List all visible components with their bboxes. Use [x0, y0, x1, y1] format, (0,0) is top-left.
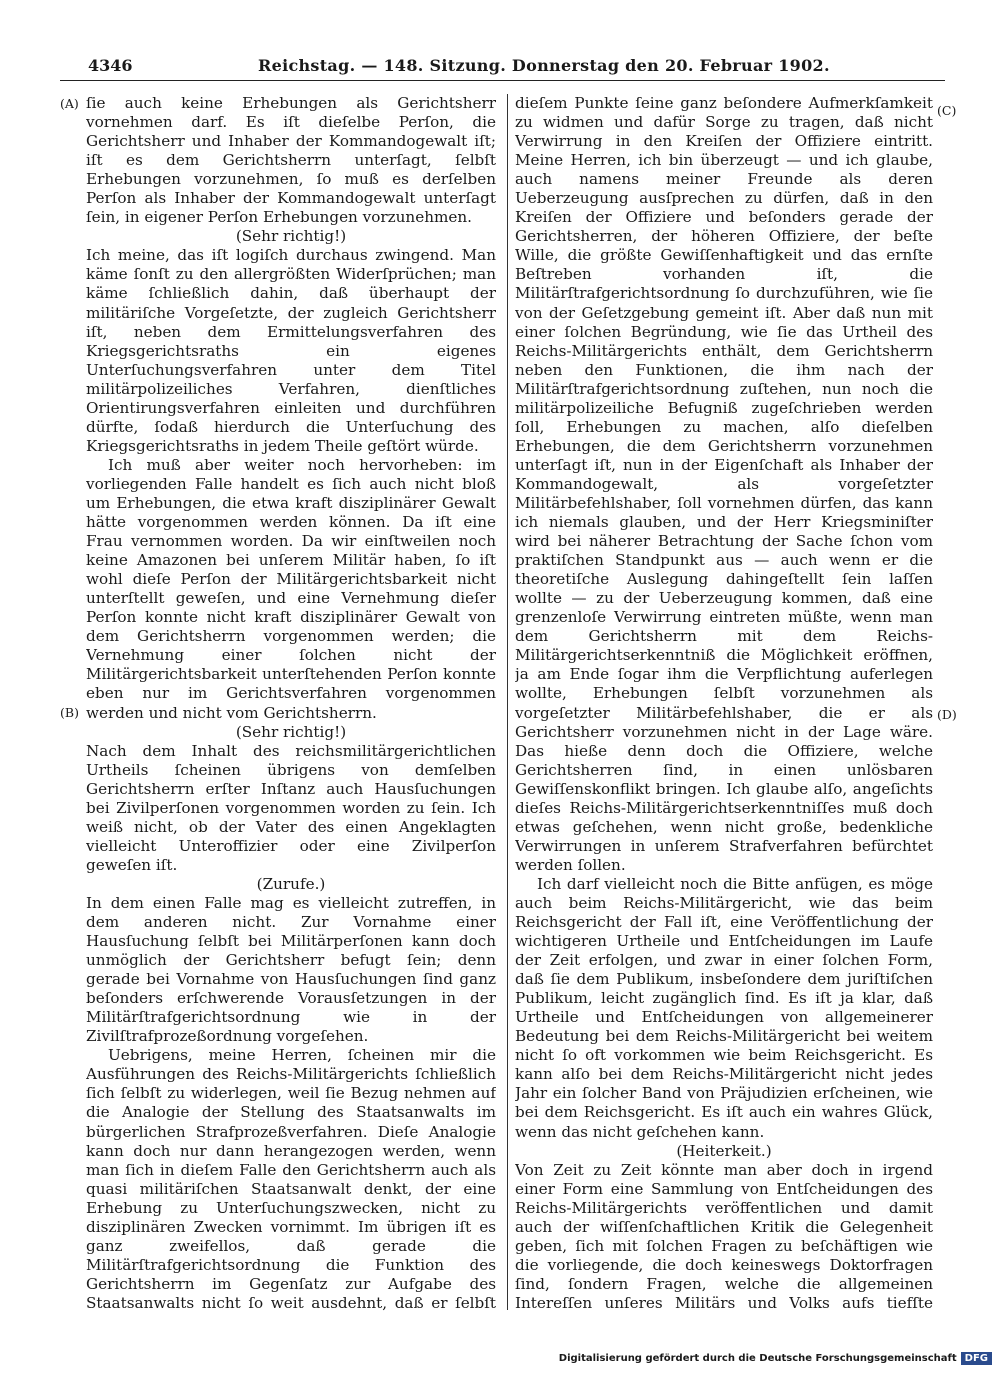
- footer-credit: Digitalisierung gefördert durch die Deutsche Forschungsgemeinschaft: [558, 1352, 957, 1364]
- left-column: [86, 94, 496, 1314]
- paragraph: Ich muß aber weiter noch hervorheben: im vorliegenden Falle handelt es ſich auch nicht bloß um Erhebungen, die etwa kraft disziplinärer Gewalt hätte vorgenommen werden können. Da iſt eine Frau vernommen worden. Da wir einſtweilen noch keine Amazonen bei unſerem Militär haben, ſo iſt wohl dieſe Perſon der Militärgerichtsbarkeit nicht unterſtellt geweſen, und eine Vernehmung dieſer Perſon konnte nicht kraft disziplinärer Gewalt von dem Gerichtsherrn vorgenommen werden; die Vernehmung einer ſolchen nicht der Militärgerichtsbarkeit unterſtehenden Perſon konnte eben nur im Gerichtsverfahren vorgenommen werden und nicht vom Gerichtsherrn.: [86, 455, 496, 722]
- paragraph: Uebrigens, meine Herren, ſcheinen mir die Ausführungen des Reichs-Militärgerichts ſchließlich ſich ſelbſt zu widerlegen, weil ſie Bezug nehmen auf die Analogie der Stellung des Staatsanwalts im bürgerlichen Strafprozeßverfahren. Dieſe Analogie kann doch nur dann herangezogen werden, wenn man ſich in dieſem Falle den Gerichtsherrn auch als quasi militäriſchen Staatsanwalt denkt, der eine Erhebung zu Unterſuchungszwecken, nicht zu disziplinären Zwecken vornimmt. Im übrigen iſt es ganz zweifellos, daß gerade die Militärſtrafgerichtsordnung die Funktion des Gerichtsherrn im Gegenſatz zur Aufgabe des Staatsanwalts nicht ſo weit ausdehnt, daß er ſelbſt: [86, 1046, 496, 1312]
- interjection: (Heiterkeit.): [676, 1141, 772, 1160]
- header-rule: [60, 80, 945, 81]
- paragraph: ſie auch keine Erhebungen als Gerichtsherr vornehmen darf. Es iſt dieſelbe Perſon, die Gerichtsherr und Inhaber der Kommandogewalt iſt; iſt es dem Gerichtsherrn unterſagt, ſelbſt Erhebungen vorzunehmen, ſo muß es derſelben Perſon als Inhaber der Kommandogewalt unterſagt ſein, in eigener Perſon Erhebungen vorzunehmen.: [86, 94, 496, 227]
- interjection: (Zurufe.): [256, 874, 326, 893]
- footer: [559, 1349, 992, 1367]
- column-divider: [507, 94, 508, 1310]
- interjection: (Sehr richtig!): [235, 722, 347, 741]
- margin-marker-d: (D): [937, 707, 957, 722]
- running-head: Reichstag. — 148. Sitzung. Donnerstag den 20. Februar 1902.: [258, 56, 830, 75]
- paragraph: Nach dem Inhalt des reichsmilitärgerichtlichen Urtheils ſcheinen übrigens von demſelben Gerichtsherrn erſter Inſtanz auch Hausſuchungen bei Zivilperſonen vorgenommen worden zu ſein. Ich weiß nicht, ob der Vater des einen Angeklagten vielleicht Unteroffizier oder eine Zivilperſon geweſen iſt.: [86, 741, 496, 874]
- margin-marker-b: (B): [60, 705, 79, 720]
- paragraph: Ich meine, das iſt logiſch durchaus zwingend. Man käme ſonſt zu den allergrößten Widerſprüchen; man käme ſchließlich dahin, daß überhaupt der militäriſche Vorgeſetzte, der zugleich Gerichtsherr iſt, neben dem Ermittelungsverfahren des Kriegsgerichtsraths ein eigenes Unterſuchungsverfahren unter dem Titel militärpolizeiliches Verfahren, dienſtliches Orientirungsverfahren einleiten und durchführen dürfte, ſodaß hierdurch die Unterſuchung des Kriegsgerichtsraths in jedem Theile geſtört würde.: [86, 246, 496, 455]
- interjection: (Sehr richtig!): [235, 227, 347, 246]
- margin-marker-a: (A): [60, 96, 79, 111]
- paragraph: In dem einen Falle mag es vielleicht zutreffen, in dem anderen nicht. Zur Vornahme einer Hausſuchung ſelbſt bei Militärperſonen kann doch unmöglich der Gerichtsherr befugt ſein; denn gerade bei Vornahme von Hausſuchungen ſind ganz beſonders erſchwerende Vorausſetzungen in der Militärſtrafgerichtsordnung wie in der Zivilſtrafprozeßordnung vorgeſehen.: [86, 893, 496, 1046]
- page-header: [88, 56, 930, 80]
- right-column: [515, 94, 933, 1314]
- paragraph: Von Zeit zu Zeit könnte man aber doch in irgend einer Form eine Sammlung von Entſcheidungen des Reichs-Militärgerichts veröffentlichen und damit auch der wiſſenſchaftlichen Kritik die Gelegenheit geben, ſich mit ſolchen Fragen zu beſchäftigen wie die vorliegende, die doch keineswegs Doktorfragen ſind, ſondern Fragen, welche die allgemeinen Intereſſen unſeres Militärs und Volks aufs tiefſte: [515, 1160, 933, 1312]
- margin-marker-c: (C): [937, 103, 957, 118]
- page-number: 4346: [88, 56, 133, 75]
- paragraph: dieſem Punkte ſeine ganz beſondere Aufmerkſamkeit zu widmen und dafür Sorge zu tragen, daß nicht Verwirrung in den Kreiſen der Offiziere eintritt. Meine Herren, ich bin überzeugt — und ich glaube, auch namens meiner Freunde als deren Ueberzeugung ausſprechen zu dürfen, daß in den Kreiſen der Offiziere und beſonders gerade der Gerichtsherren, der höheren Offiziere, der beſte Wille, die größte Gewiſſenhaftigkeit und das ernſte Beſtreben vorhanden iſt, die Militärſtrafgerichtsordnung ſo durchzuführen, wie ſie von der Geſetzgebung gemeint iſt. Aber daß nun mit einer ſolchen Begründung, wie ſie das Urtheil des Reichs-Militärgerichts enthält, dem Gerichtsherrn neben den Funktionen, die ihm nach der Militärſtrafgerichtsordnung zuſtehen, nun noch die militärpolizeiliche Befugniß zugeſchrieben werden ſoll, Erhebungen zu machen, alſo dieſelben Erhebungen, die dem Gerichtsherrn vorzunehmen unterſagt iſt, nun in der Eigenſchaft als Inhaber der Kommandogewalt, als vorgeſetzter Militärbefehlshaber, ſoll vornehmen dürfen, das kann ich niemals glauben, und der Herr Kriegsminiſter wird bei näherer Betrachtung der Sache ſchon vom praktiſchen Standpunkt aus — auch wenn er die theoretiſche Auslegung dahingeſtellt ſein laſſen wollte — zu der Ueberzeugung kommen, daß eine grenzenloſe Verwirrung eintreten müßte, wenn man dem Gerichtsherrn mit dem Reichs-Militärgerichtserkenntniß die Möglichkeit eröffnen, ja am Ende ſogar ihm die Verpflichtung auferlegen wollte, Erhebungen ſelbſt vorzunehmen als vorgeſetzter Militärbefehlshaber, die er als Gerichtsherr vorzunehmen nicht in der Lage wäre. Das hieße denn doch die Offiziere, welche Gerichtsherren ſind, in einen unlösbaren Gewiſſenskonflikt bringen. Ich glaube alſo, angeſichts dieſes Reichs-Militärgerichtserkenntniſſes muß doch etwas geſchehen, wenn nicht große, bedenkliche Verwirrungen in unſerem Strafverfahren befürchtet werden ſollen.: [515, 94, 933, 874]
- dfg-logo: DFG: [961, 1352, 992, 1365]
- paragraph: Ich darf vielleicht noch die Bitte anfügen, es möge auch beim Reichs-Militärgericht, wie das beim Reichsgericht der Fall iſt, eine Veröffentlichung der wichtigeren Urtheile und Entſcheidungen im Laufe der Zeit erfolgen, und zwar in einer ſolchen Form, daß ſie dem Publikum, insbeſondere dem juriſtiſchen Publikum, leicht zugänglich ſind. Es iſt ja klar, daß Urtheile und Entſcheidungen von allgemeinerer Bedeutung bei dem Reichs-Militärgericht bei weitem nicht ſo oft vorkommen wie beim Reichsgericht. Es kann alſo bei dem Reichs-Militärgericht nicht jedes Jahr ein ſolcher Band von Präjudizien erſcheinen, wie bei dem Reichsgericht. Es iſt auch ein wahres Glück, wenn das nicht geſchehen kann.: [515, 874, 933, 1141]
